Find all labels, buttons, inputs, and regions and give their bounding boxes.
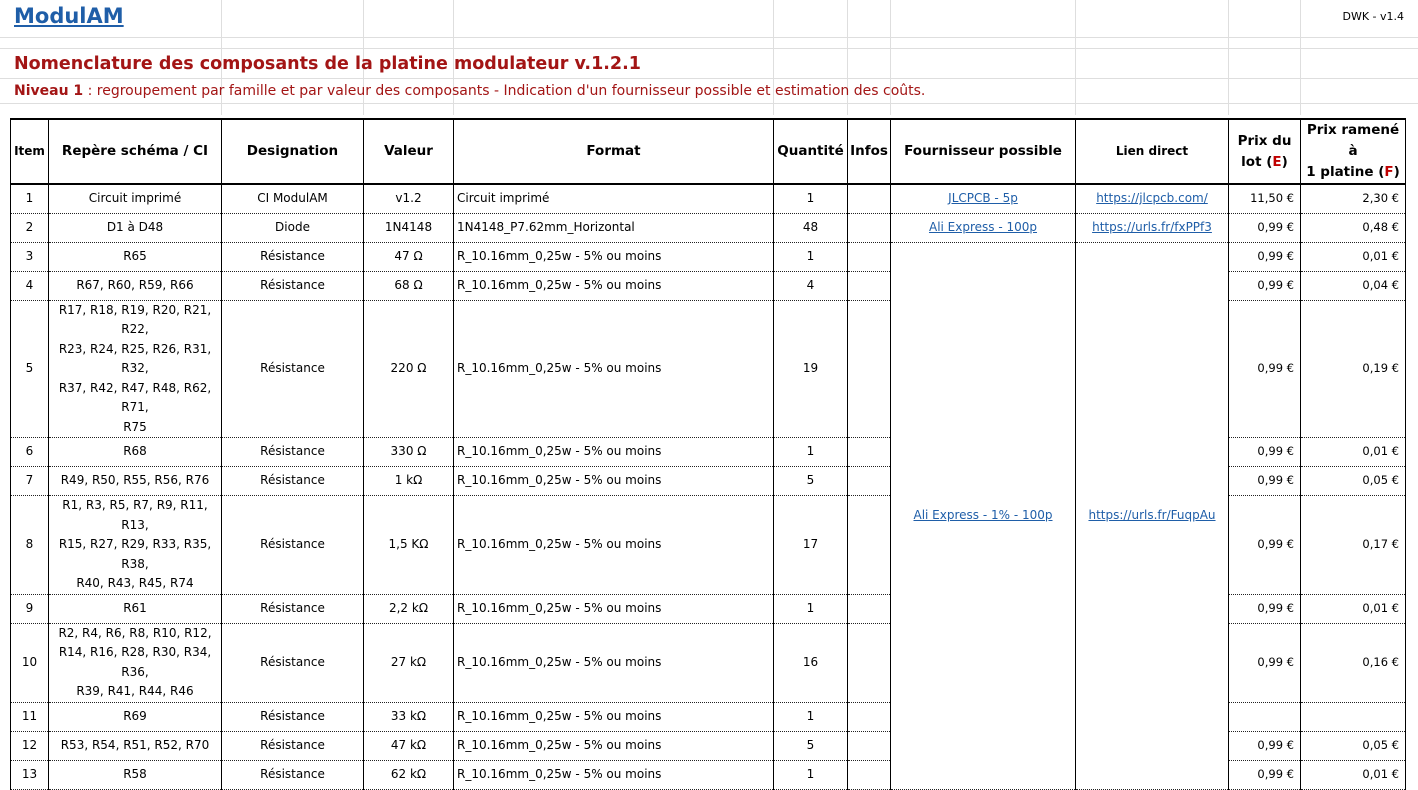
direct-link[interactable]: https://jlcpcb.com/: [1096, 191, 1208, 205]
gridline: [1300, 0, 1301, 115]
header-prix-lot-close: ): [1281, 153, 1288, 170]
cell-fournisseur: [891, 242, 1076, 789]
cell-valeur: 1 kΩ: [364, 467, 454, 496]
cell-designation: Résistance: [222, 623, 364, 702]
cell-item: 2: [11, 213, 49, 242]
supplier-link[interactable]: Ali Express - 1% - 100p: [913, 507, 1053, 522]
header-designation: Designation: [222, 119, 364, 184]
cell-infos: [848, 184, 891, 213]
cell-item: 8: [11, 496, 49, 595]
cell-repere: R58: [49, 760, 222, 789]
cell-quantite: 1: [774, 594, 848, 623]
cell-prix-platine: 2,30 €: [1301, 184, 1406, 213]
header-prix-platine-line1: Prix ramené à: [1306, 122, 1400, 159]
cell-prix-lot: 0,99 €: [1229, 467, 1301, 496]
cell-prix-lot: 0,99 €: [1229, 300, 1301, 438]
cell-infos: [848, 271, 891, 300]
cell-item: 4: [11, 271, 49, 300]
cell-infos: [848, 300, 891, 438]
cell-prix-platine: 0,01 €: [1301, 438, 1406, 467]
subtitle-text: : regroupement par famille et par valeur des composants - Indication d'un fournisseur possible et estimation des coûts.: [83, 83, 926, 99]
direct-link[interactable]: https://urls.fr/fxPPf3: [1092, 219, 1212, 234]
cell-format: R_10.16mm_0,25w - 5% ou moins: [454, 760, 774, 789]
cell-item: 13: [11, 760, 49, 789]
cell-prix-lot: 0,99 €: [1229, 438, 1301, 467]
cell-prix-platine: 0,48 €: [1301, 213, 1406, 242]
cell-item: 11: [11, 702, 49, 731]
cell-valeur: 27 kΩ: [364, 623, 454, 702]
cell-repere: R61: [49, 594, 222, 623]
gridline: [1075, 0, 1076, 115]
header-infos: Infos: [848, 119, 891, 184]
cell-prix-platine: 0,01 €: [1301, 760, 1406, 789]
cell-quantite: 19: [774, 300, 848, 438]
supplier-link[interactable]: Ali Express - 100p: [928, 219, 1038, 234]
table-row: [11, 184, 1406, 213]
cell-repere: D1 à D48: [49, 213, 222, 242]
header-prix-lot-line2: lot (: [1241, 153, 1273, 170]
header-prix-lot-line1: Prix du: [1237, 132, 1292, 149]
cell-repere: R2, R4, R6, R8, R10, R12, R14, R16, R28, R30, R34, R36, R39, R41, R44, R46: [49, 623, 222, 702]
cell-quantite: 4: [774, 271, 848, 300]
cell-designation: Résistance: [222, 496, 364, 595]
cell-format: R_10.16mm_0,25w - 5% ou moins: [454, 594, 774, 623]
cell-quantite: 16: [774, 623, 848, 702]
cell-prix-lot: 0,99 €: [1229, 213, 1301, 242]
cell-valeur: 1,5 KΩ: [364, 496, 454, 595]
subtitle: [14, 83, 925, 99]
cell-designation: Résistance: [222, 702, 364, 731]
header-prix-platine-letter: F: [1384, 164, 1394, 180]
header-prix-lot-letter: E: [1272, 153, 1282, 170]
cell-item: 3: [11, 242, 49, 271]
cell-infos: [848, 496, 891, 595]
cell-repere: R1, R3, R5, R7, R9, R11, R13, R15, R27, R29, R33, R35, R38, R40, R43, R45, R74: [49, 496, 222, 595]
cell-prix-lot: 0,99 €: [1229, 594, 1301, 623]
cell-prix-lot: [1229, 702, 1301, 731]
cell-infos: [848, 438, 891, 467]
cell-designation: Résistance: [222, 467, 364, 496]
cell-infos: [848, 702, 891, 731]
cell-valeur: 220 Ω: [364, 300, 454, 438]
cell-format: R_10.16mm_0,25w - 5% ou moins: [454, 496, 774, 595]
cell-quantite: 1: [774, 184, 848, 213]
cell-designation: Résistance: [222, 594, 364, 623]
cell-format: R_10.16mm_0,25w - 5% ou moins: [454, 702, 774, 731]
cell-infos: [848, 731, 891, 760]
cell-quantite: 17: [774, 496, 848, 595]
cell-prix-platine: 0,05 €: [1301, 731, 1406, 760]
cell-valeur: 2,2 kΩ: [364, 594, 454, 623]
cell-designation: Diode: [222, 213, 364, 242]
header-prix-platine: [1301, 119, 1406, 184]
cell-prix-platine: 0,01 €: [1301, 594, 1406, 623]
cell-item: 12: [11, 731, 49, 760]
cell-quantite: 5: [774, 731, 848, 760]
header-fournisseur: Fournisseur possible: [891, 119, 1076, 184]
header-item: Item: [11, 119, 49, 184]
table-row: [11, 213, 1406, 242]
cell-prix-lot: 0,99 €: [1229, 496, 1301, 595]
cell-valeur: 62 kΩ: [364, 760, 454, 789]
header-format: Format: [454, 119, 774, 184]
version-label: DWK - v1.4: [1342, 10, 1404, 23]
cell-prix-lot: 0,99 €: [1229, 271, 1301, 300]
cell-repere: Circuit imprimé: [49, 184, 222, 213]
header-repere: Repère schéma / CI: [49, 119, 222, 184]
cell-format: 1N4148_P7.62mm_Horizontal: [454, 213, 774, 242]
cell-prix-lot: 0,99 €: [1229, 731, 1301, 760]
cell-format: Circuit imprimé: [454, 184, 774, 213]
cell-repere: R67, R60, R59, R66: [49, 271, 222, 300]
cell-valeur: 1N4148: [364, 213, 454, 242]
header-prix-lot: [1229, 119, 1301, 184]
cell-valeur: 47 Ω: [364, 242, 454, 271]
header-prix-platine-close: ): [1393, 164, 1400, 180]
cell-designation: Résistance: [222, 760, 364, 789]
cell-format: R_10.16mm_0,25w - 5% ou moins: [454, 731, 774, 760]
cell-repere: R49, R50, R55, R56, R76: [49, 467, 222, 496]
gridline: [1228, 0, 1229, 115]
cell-format: R_10.16mm_0,25w - 5% ou moins: [454, 467, 774, 496]
cell-item: 10: [11, 623, 49, 702]
document-title: Nomenclature des composants de la platine modulateur v.1.2.1: [14, 54, 641, 74]
header-quantite: Quantité: [774, 119, 848, 184]
cell-format: R_10.16mm_0,25w - 5% ou moins: [454, 623, 774, 702]
table-header-row: [11, 119, 1406, 184]
cell-quantite: 48: [774, 213, 848, 242]
cell-designation: Résistance: [222, 271, 364, 300]
cell-prix-platine: [1301, 702, 1406, 731]
cell-quantite: 1: [774, 438, 848, 467]
header-valeur: Valeur: [364, 119, 454, 184]
cell-designation: CI ModulAM: [222, 184, 364, 213]
cell-quantite: 1: [774, 242, 848, 271]
cell-repere: R65: [49, 242, 222, 271]
cell-valeur: v1.2: [364, 184, 454, 213]
subtitle-level: Niveau 1: [14, 83, 84, 99]
gridline: [0, 37, 1418, 38]
header-prix-platine-line2: 1 platine (: [1306, 164, 1385, 180]
cell-item: 6: [11, 438, 49, 467]
gridline: [0, 78, 1418, 79]
cell-infos: [848, 594, 891, 623]
cell-fournisseur: [891, 213, 1076, 242]
cell-repere: R69: [49, 702, 222, 731]
cell-item: 1: [11, 184, 49, 213]
cell-prix-platine: 0,16 €: [1301, 623, 1406, 702]
cell-fournisseur: [891, 184, 1076, 213]
cell-item: 7: [11, 467, 49, 496]
cell-valeur: 68 Ω: [364, 271, 454, 300]
gridline: [0, 48, 1418, 49]
cell-infos: [848, 623, 891, 702]
bom-table: [10, 118, 1406, 790]
cell-quantite: 5: [774, 467, 848, 496]
cell-prix-platine: 0,04 €: [1301, 271, 1406, 300]
cell-valeur: 330 Ω: [364, 438, 454, 467]
cell-valeur: 33 kΩ: [364, 702, 454, 731]
cell-lien: [1076, 184, 1229, 213]
header-lien: Lien direct: [1076, 119, 1229, 184]
cell-format: R_10.16mm_0,25w - 5% ou moins: [454, 438, 774, 467]
table-row: [11, 242, 1406, 271]
cell-designation: Résistance: [222, 731, 364, 760]
cell-item: 5: [11, 300, 49, 438]
cell-infos: [848, 467, 891, 496]
cell-format: R_10.16mm_0,25w - 5% ou moins: [454, 300, 774, 438]
direct-link[interactable]: https://urls.fr/FuqpAu: [1088, 507, 1216, 522]
cell-infos: [848, 760, 891, 789]
cell-infos: [848, 213, 891, 242]
cell-prix-platine: 0,05 €: [1301, 467, 1406, 496]
cell-quantite: 1: [774, 702, 848, 731]
cell-prix-platine: 0,01 €: [1301, 242, 1406, 271]
cell-prix-lot: 0,99 €: [1229, 242, 1301, 271]
cell-repere: R17, R18, R19, R20, R21, R22, R23, R24, R25, R26, R31, R32, R37, R42, R47, R48, R62, R71, R75: [49, 300, 222, 438]
cell-quantite: 1: [774, 760, 848, 789]
cell-designation: Résistance: [222, 438, 364, 467]
cell-format: R_10.16mm_0,25w - 5% ou moins: [454, 242, 774, 271]
cell-repere: R53, R54, R51, R52, R70: [49, 731, 222, 760]
cell-item: 9: [11, 594, 49, 623]
cell-format: R_10.16mm_0,25w - 5% ou moins: [454, 271, 774, 300]
cell-designation: Résistance: [222, 242, 364, 271]
cell-prix-lot: 11,50 €: [1229, 184, 1301, 213]
cell-lien: [1076, 242, 1229, 789]
cell-repere: R68: [49, 438, 222, 467]
gridline: [0, 103, 1418, 104]
cell-prix-platine: 0,17 €: [1301, 496, 1406, 595]
cell-designation: Résistance: [222, 300, 364, 438]
cell-valeur: 47 kΩ: [364, 731, 454, 760]
supplier-link[interactable]: JLCPCB - 5p: [948, 191, 1018, 205]
cell-lien: [1076, 213, 1229, 242]
cell-infos: [848, 242, 891, 271]
app-title[interactable]: ModulAM: [14, 4, 124, 28]
cell-prix-platine: 0,19 €: [1301, 300, 1406, 438]
cell-prix-lot: 0,99 €: [1229, 760, 1301, 789]
cell-prix-lot: 0,99 €: [1229, 623, 1301, 702]
